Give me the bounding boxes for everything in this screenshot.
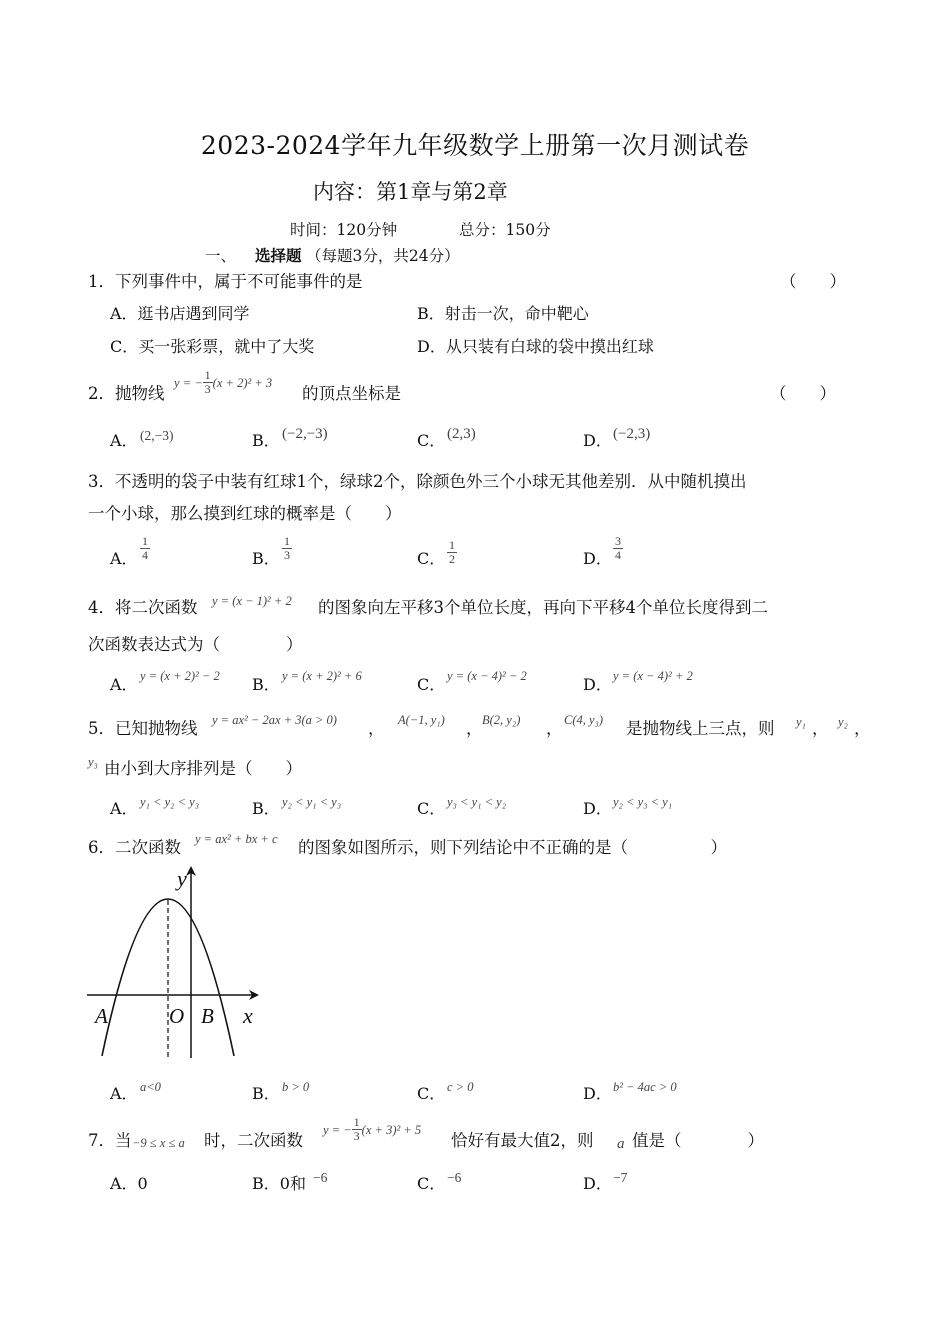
q7-option-b-value: −6 [313, 1170, 328, 1185]
q7-option-a: A．0 [110, 1174, 148, 1193]
origin-label: O [169, 1004, 185, 1028]
q5-option-a-label: A． [110, 799, 138, 818]
q2-answer-paren: （ ） [770, 384, 836, 403]
q5-point-b: B(2, y₂) [482, 713, 521, 727]
section-note: （每题3分，共24分） [306, 247, 460, 265]
q2-option-d-label: D． [583, 431, 612, 450]
q7-option-c-label: C． [417, 1174, 446, 1193]
q2-option-d: (−2,3) [613, 426, 651, 442]
q3-option-d [613, 535, 623, 562]
q5-y3: y₃ [88, 755, 98, 769]
q4-option-a-label: A． [110, 675, 138, 694]
q7-option-c: −6 [447, 1170, 462, 1185]
q6-parabola-graph [85, 860, 265, 1065]
q3-stem-line1: 3．不透明的袋子中装有红球1个，绿球2个，除颜色外三个小球无其他差别．从中随机摸出 [88, 472, 747, 491]
q7-fraction [352, 1116, 362, 1143]
q2-stem-post: 的顶点坐标是 [302, 384, 401, 403]
q1-option-d: D．从只装有白球的袋中摸出红球 [417, 337, 654, 356]
q3-option-b-label: B． [252, 549, 280, 568]
q7-stem-mid: 时，二次函数 [204, 1131, 303, 1150]
q6-option-c-label: C． [417, 1084, 446, 1103]
q3-option-a-den: 4 [142, 548, 148, 562]
q1-stem: 1．下列事件中，属于不可能事件的是 [88, 272, 363, 291]
q6-option-d-label: D． [583, 1084, 612, 1103]
q4-option-d: y = (x − 4)² + 2 [613, 669, 693, 683]
q4-option-c-label: C． [417, 675, 446, 694]
q7-stem-post2: 值是（ ） [632, 1131, 764, 1150]
q4-stem-pre: 4．将二次函数 [88, 598, 198, 617]
point-b-label: B [201, 1004, 214, 1028]
q4-option-c: y = (x − 4)² − 2 [447, 669, 527, 683]
point-a-label: A [95, 1004, 108, 1028]
page-title: 2023-2024学年九年级数学上册第一次月测试卷 [200, 131, 750, 160]
q2-fraction [203, 369, 213, 396]
q3-stem-line2: 一个小球，那么摸到红球的概率是（ ） [88, 504, 402, 523]
q6-option-d: b² − 4ac > 0 [613, 1080, 677, 1094]
q5-option-b: y₂ < y₁ < y₃ [282, 795, 342, 809]
q4-option-d-label: D． [583, 675, 612, 694]
q2-option-c: (2,3) [447, 426, 476, 442]
q5-comma-3: ， [546, 719, 563, 738]
x-axis-label: x [243, 1003, 253, 1028]
q5-point-a: A(−1, y₁) [398, 713, 445, 727]
q3-option-a [140, 535, 150, 562]
q3-option-b [282, 535, 292, 562]
q3-option-c-den: 2 [449, 552, 455, 566]
q3-option-b-num: 1 [284, 534, 290, 548]
time-info: 时间：120分钟 [290, 221, 398, 239]
q7-option-b-label: B．0和 [252, 1174, 306, 1193]
q6-option-a: a<0 [140, 1080, 161, 1094]
q2-formula [174, 369, 272, 396]
q4-formula: y = (x − 1)² + 2 [212, 594, 292, 608]
q1-option-a: A．逛书店遇到同学 [110, 304, 250, 323]
q6-stem-post: 的图象如图所示，则下列结论中不正确的是（ ） [298, 838, 727, 857]
total-score: 总分：150分 [459, 221, 551, 239]
q2-fraction-num: 1 [204, 368, 211, 382]
q6-formula: y = ax² + bx + c [195, 832, 278, 846]
q2-option-a-label: A． [110, 431, 138, 450]
q5-stem-pre: 5．已知抛物线 [88, 719, 198, 738]
q7-formula-rhs: (x + 3)² + 5 [361, 1123, 422, 1137]
q4-option-b: y = (x + 2)² + 6 [282, 669, 362, 683]
q4-option-a: y = (x + 2)² − 2 [140, 669, 220, 683]
q4-stem-post: 的图象向左平移3个单位长度，再向下平移4个单位长度得到二 [318, 598, 768, 617]
q1-option-b: B．射击一次，命中靶心 [417, 304, 589, 323]
q6-option-b-label: B． [252, 1084, 280, 1103]
q2-fraction-den: 3 [204, 382, 211, 396]
q7-formula-lhs: y = − [323, 1123, 352, 1137]
q2-option-a: (2,−3) [140, 428, 174, 443]
q7-stem-post: 恰好有最大值2，则 [451, 1131, 594, 1150]
q3-option-a-label: A． [110, 549, 138, 568]
q3-option-a-num: 1 [142, 534, 148, 548]
q2-stem-pre: 2．抛物线 [88, 384, 165, 403]
section-number: 一、 [205, 247, 237, 265]
content-scope: 内容：第1章与第2章 [313, 180, 508, 204]
q1-answer-paren: （ ） [780, 272, 846, 291]
q7-variable: a [617, 1136, 625, 1152]
q3-option-c-label: C． [417, 549, 446, 568]
q5-option-c-label: C． [417, 799, 446, 818]
q7-range: −9 ≤ x ≤ a [132, 1136, 185, 1150]
q5-option-a: y₁ < y₂ < y₃ [140, 795, 200, 809]
q3-option-b-den: 3 [284, 548, 290, 562]
q7-stem-pre: 7．当 [88, 1131, 132, 1150]
q1-option-c: C．买一张彩票，就中了大奖 [110, 337, 315, 356]
q6-option-c: c > 0 [447, 1080, 474, 1094]
q2-option-b: (−2,−3) [282, 426, 328, 442]
section-name: 选择题 [255, 246, 302, 265]
q5-formula: y = ax² − 2ax + 3(a > 0) [212, 713, 337, 727]
q2-option-c-label: C． [417, 431, 446, 450]
q7-option-d: −7 [613, 1170, 628, 1185]
q6-option-b: b > 0 [282, 1080, 310, 1094]
q3-option-c [447, 539, 457, 566]
q2-option-b-label: B． [252, 431, 280, 450]
q5-option-b-label: B． [252, 799, 280, 818]
q3-option-d-num: 3 [615, 534, 621, 548]
q5-stem-line2: 由小到大序排列是（ ） [104, 759, 302, 778]
q6-stem-pre: 6．二次函数 [88, 838, 181, 857]
q5-y2: y₂ [838, 715, 848, 729]
q5-point-c: C(4, y₃) [564, 713, 604, 727]
q7-formula [323, 1116, 421, 1143]
q3-option-d-den: 4 [615, 548, 621, 562]
q5-comma-2: ， [466, 719, 483, 738]
q5-option-d-label: D． [583, 799, 612, 818]
q4-option-b-label: B． [252, 675, 280, 694]
q5-sep-2: ， [854, 719, 871, 738]
q4-stem-line2: 次函数表达式为（ ） [88, 635, 303, 654]
q3-option-c-num: 1 [449, 538, 455, 552]
q7-fraction-num: 1 [353, 1115, 360, 1129]
q2-formula-lhs: y = − [174, 376, 203, 390]
q5-option-d: y₂ < y₃ < y₁ [613, 795, 673, 809]
q5-y1: y₁ [796, 715, 806, 729]
q6-option-a-label: A． [110, 1084, 138, 1103]
q2-formula-rhs: (x + 2)² + 3 [212, 376, 273, 390]
q5-sep-1: ， [812, 719, 829, 738]
q5-comma-1: ， [368, 719, 385, 738]
q5-stem-post: 是抛物线上三点，则 [626, 719, 775, 738]
q7-option-d-label: D． [583, 1174, 612, 1193]
q5-option-c: y₃ < y₁ < y₂ [447, 795, 507, 809]
q3-option-d-label: D． [583, 549, 612, 568]
y-axis-label: y [177, 866, 187, 891]
q7-fraction-den: 3 [353, 1129, 360, 1143]
